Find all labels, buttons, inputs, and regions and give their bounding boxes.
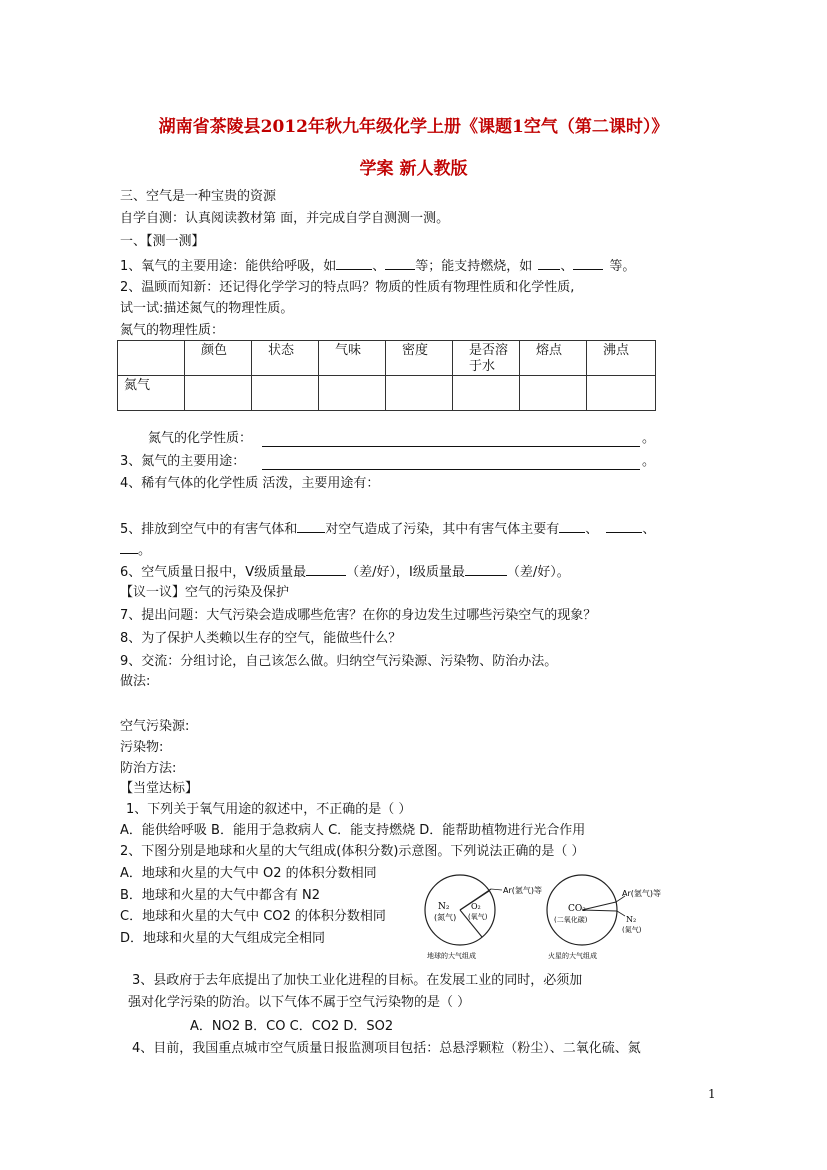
table-cell: 氮气 <box>118 376 185 411</box>
question-5-end <box>120 540 151 560</box>
question-1-line <box>120 256 635 276</box>
earth-o2-cn-label: (氧气) <box>468 913 488 921</box>
mars-caption: 火星的大气组成 <box>548 952 597 960</box>
blank <box>336 256 372 270</box>
q6-text-a: 6、空气质量日报中，V级质量最 <box>120 565 307 580</box>
quiz-question-1-options: A．能供给呼吸 B．能用于急救病人 C．能支持燃烧 D．能帮助植物进行光合作用 <box>120 823 586 838</box>
nitrogen-properties-table <box>117 340 656 411</box>
period: 。 <box>138 543 152 558</box>
mars-atmosphere-pie <box>547 875 661 960</box>
q6-text-b: （差/好），I级质量最 <box>346 565 465 580</box>
table-header-cell: 熔点 <box>520 341 587 376</box>
question-5-line <box>120 519 655 539</box>
question-7-line: 7、提出问题：大气污染会造成哪些危害？在你的身边发生过哪些污染空气的现象？ <box>120 608 597 623</box>
period: 。 <box>642 431 656 446</box>
blank <box>538 256 560 270</box>
quiz-q2-option-c: C．地球和火星的大气中 CO2 的体积分数相同 <box>120 909 386 924</box>
q1-text-c: 等；能支持燃烧，如 <box>415 259 533 274</box>
self-study-line: 自学自测：认真阅读教材第 面，并完成自学自测测一测。 <box>120 211 450 226</box>
mars-n2-cn-label: (氮气) <box>622 926 642 934</box>
blank <box>297 519 325 533</box>
blank <box>120 540 138 554</box>
table-header-cell: 沸点 <box>587 341 656 376</box>
earth-n2-cn-label: (氮气) <box>434 913 457 922</box>
mars-ar-label: Ar(氩气)等 <box>622 889 662 898</box>
blank <box>559 519 585 533</box>
mars-n2-label: N₂ <box>626 915 637 924</box>
q5-text-b: 对空气造成了污染，其中有害气体主要有 <box>325 522 560 537</box>
sep: 、 <box>642 522 656 537</box>
quiz-question-3-options: A．NO2 B．CO C．CO2 D．SO2 <box>190 1019 394 1034</box>
pollution-source-label: 空气污染源: <box>120 719 190 734</box>
blank <box>465 562 507 576</box>
table-cell <box>453 376 520 411</box>
earth-caption: 地球的大气组成 <box>427 952 476 960</box>
noble-gas-line: 4、稀有气体的化学性质 活泼，主要用途有： <box>120 476 380 491</box>
doc-title-line1: 湖南省茶陵县2012年秋九年级化学上册《课题1空气（第二课时）》 <box>158 117 669 137</box>
blank <box>306 562 346 576</box>
quiz-question-1: 1、下列关于氧气用途的叙述中，不正确的是（ ） <box>126 802 412 817</box>
method-label: 做法: <box>120 674 151 689</box>
sep: 、 <box>585 522 599 537</box>
blank <box>573 256 603 270</box>
answer-line <box>262 469 640 470</box>
earth-n2-label: N₂ <box>438 902 450 912</box>
q5-text-a: 5、排放到空气中的有害气体和 <box>120 522 298 537</box>
mars-slice-line <box>582 910 617 911</box>
earth-ar-label: Ar(氩气)等 <box>503 886 543 895</box>
earth-atmosphere-pie <box>425 875 542 960</box>
earth-leader-line <box>491 889 502 890</box>
table-cell <box>319 376 386 411</box>
section-heading: 三、空气是一种宝贵的资源 <box>120 189 277 204</box>
q1-text-e: 等。 <box>609 259 636 274</box>
answer-line <box>262 446 640 447</box>
blank <box>606 519 642 533</box>
table-cell <box>185 376 252 411</box>
prevention-label: 防治方法: <box>120 761 177 776</box>
quiz-question-2: 2、下图分别是地球和火星的大气组成(体积分数)示意图。下列说法正确的是（ ） <box>120 844 585 859</box>
n2-usage-label: 3、氮气的主要用途： <box>120 454 246 469</box>
question-6-line <box>120 562 570 582</box>
q6-text-c: （差/好）。 <box>506 565 570 580</box>
n2-physical-label: 氮气的物理性质： <box>120 323 225 338</box>
period: 。 <box>642 454 656 469</box>
quiz-q2-option-d: D．地球和火星的大气组成完全相同 <box>120 931 326 946</box>
table-header-cell: 密度 <box>386 341 453 376</box>
mars-co2-label: CO₂ <box>568 904 586 914</box>
table-header-cell: 是否溶于水 <box>453 341 520 376</box>
table-header-cell: 状态 <box>252 341 319 376</box>
n2-chemical-label: 氮气的化学性质： <box>148 431 253 446</box>
quiz-q2-option-b: B．地球和火星的大气中都含有 N2 <box>120 888 321 903</box>
table-cell <box>386 376 453 411</box>
mars-slice-line <box>582 902 616 910</box>
discuss-heading: 【议一议】空气的污染及保护 <box>120 585 290 600</box>
table-header-cell <box>118 341 185 376</box>
table-row <box>118 376 656 411</box>
table-cell <box>587 376 656 411</box>
table-header-row <box>118 341 656 376</box>
blank <box>385 256 415 270</box>
quiz-question-3-cont: 强对化学污染的防治。以下气体不属于空气污染物的是（ ） <box>128 995 471 1010</box>
q1-text-a: 1、氧气的主要用途：能供给呼吸，如 <box>120 259 337 274</box>
quiz-question-3: 3、县政府于去年底提出了加快工业化进程的目标。在发展工业的同时，必须加 <box>132 973 583 988</box>
practice-heading: 【当堂达标】 <box>120 781 199 796</box>
table-cell <box>252 376 319 411</box>
mars-co2-cn-label: (二氧化碳) <box>554 916 588 924</box>
quiz-q2-option-a: A．地球和火星的大气中 O2 的体积分数相同 <box>120 866 377 881</box>
pollutant-label: 污染物: <box>120 740 164 755</box>
sep: 、 <box>560 259 574 274</box>
doc-title-line2: 学案 新人教版 <box>359 159 468 179</box>
page-number: 1 <box>708 1087 716 1101</box>
earth-o2-label: O₂ <box>471 902 481 911</box>
question-8-line: 8、为了保护人类赖以生存的空气，能做些什么？ <box>120 631 402 646</box>
mars-leader-line <box>617 911 625 916</box>
try-line: 试一试:描述氮气的物理性质。 <box>120 301 294 316</box>
test-heading: 一、【测一测】 <box>120 234 205 249</box>
quiz-question-4: 4、目前，我国重点城市空气质量日报监测项目包括：总悬浮颗粒（粉尘）、二氧化硫、氮 <box>132 1041 641 1056</box>
atmosphere-composition-figure <box>420 866 670 966</box>
table-header-cell: 颜色 <box>185 341 252 376</box>
table-header-cell: 气味 <box>319 341 386 376</box>
question-2-line: 2、温顾而知新：还记得化学学习的特点吗？物质的性质有物理性质和化学性质, <box>120 280 575 295</box>
table-cell <box>520 376 587 411</box>
sep: 、 <box>372 259 386 274</box>
question-9-line: 9、交流：分组讨论，自己该怎么做。归纳空气污染源、污染物、防治办法。 <box>120 654 558 669</box>
